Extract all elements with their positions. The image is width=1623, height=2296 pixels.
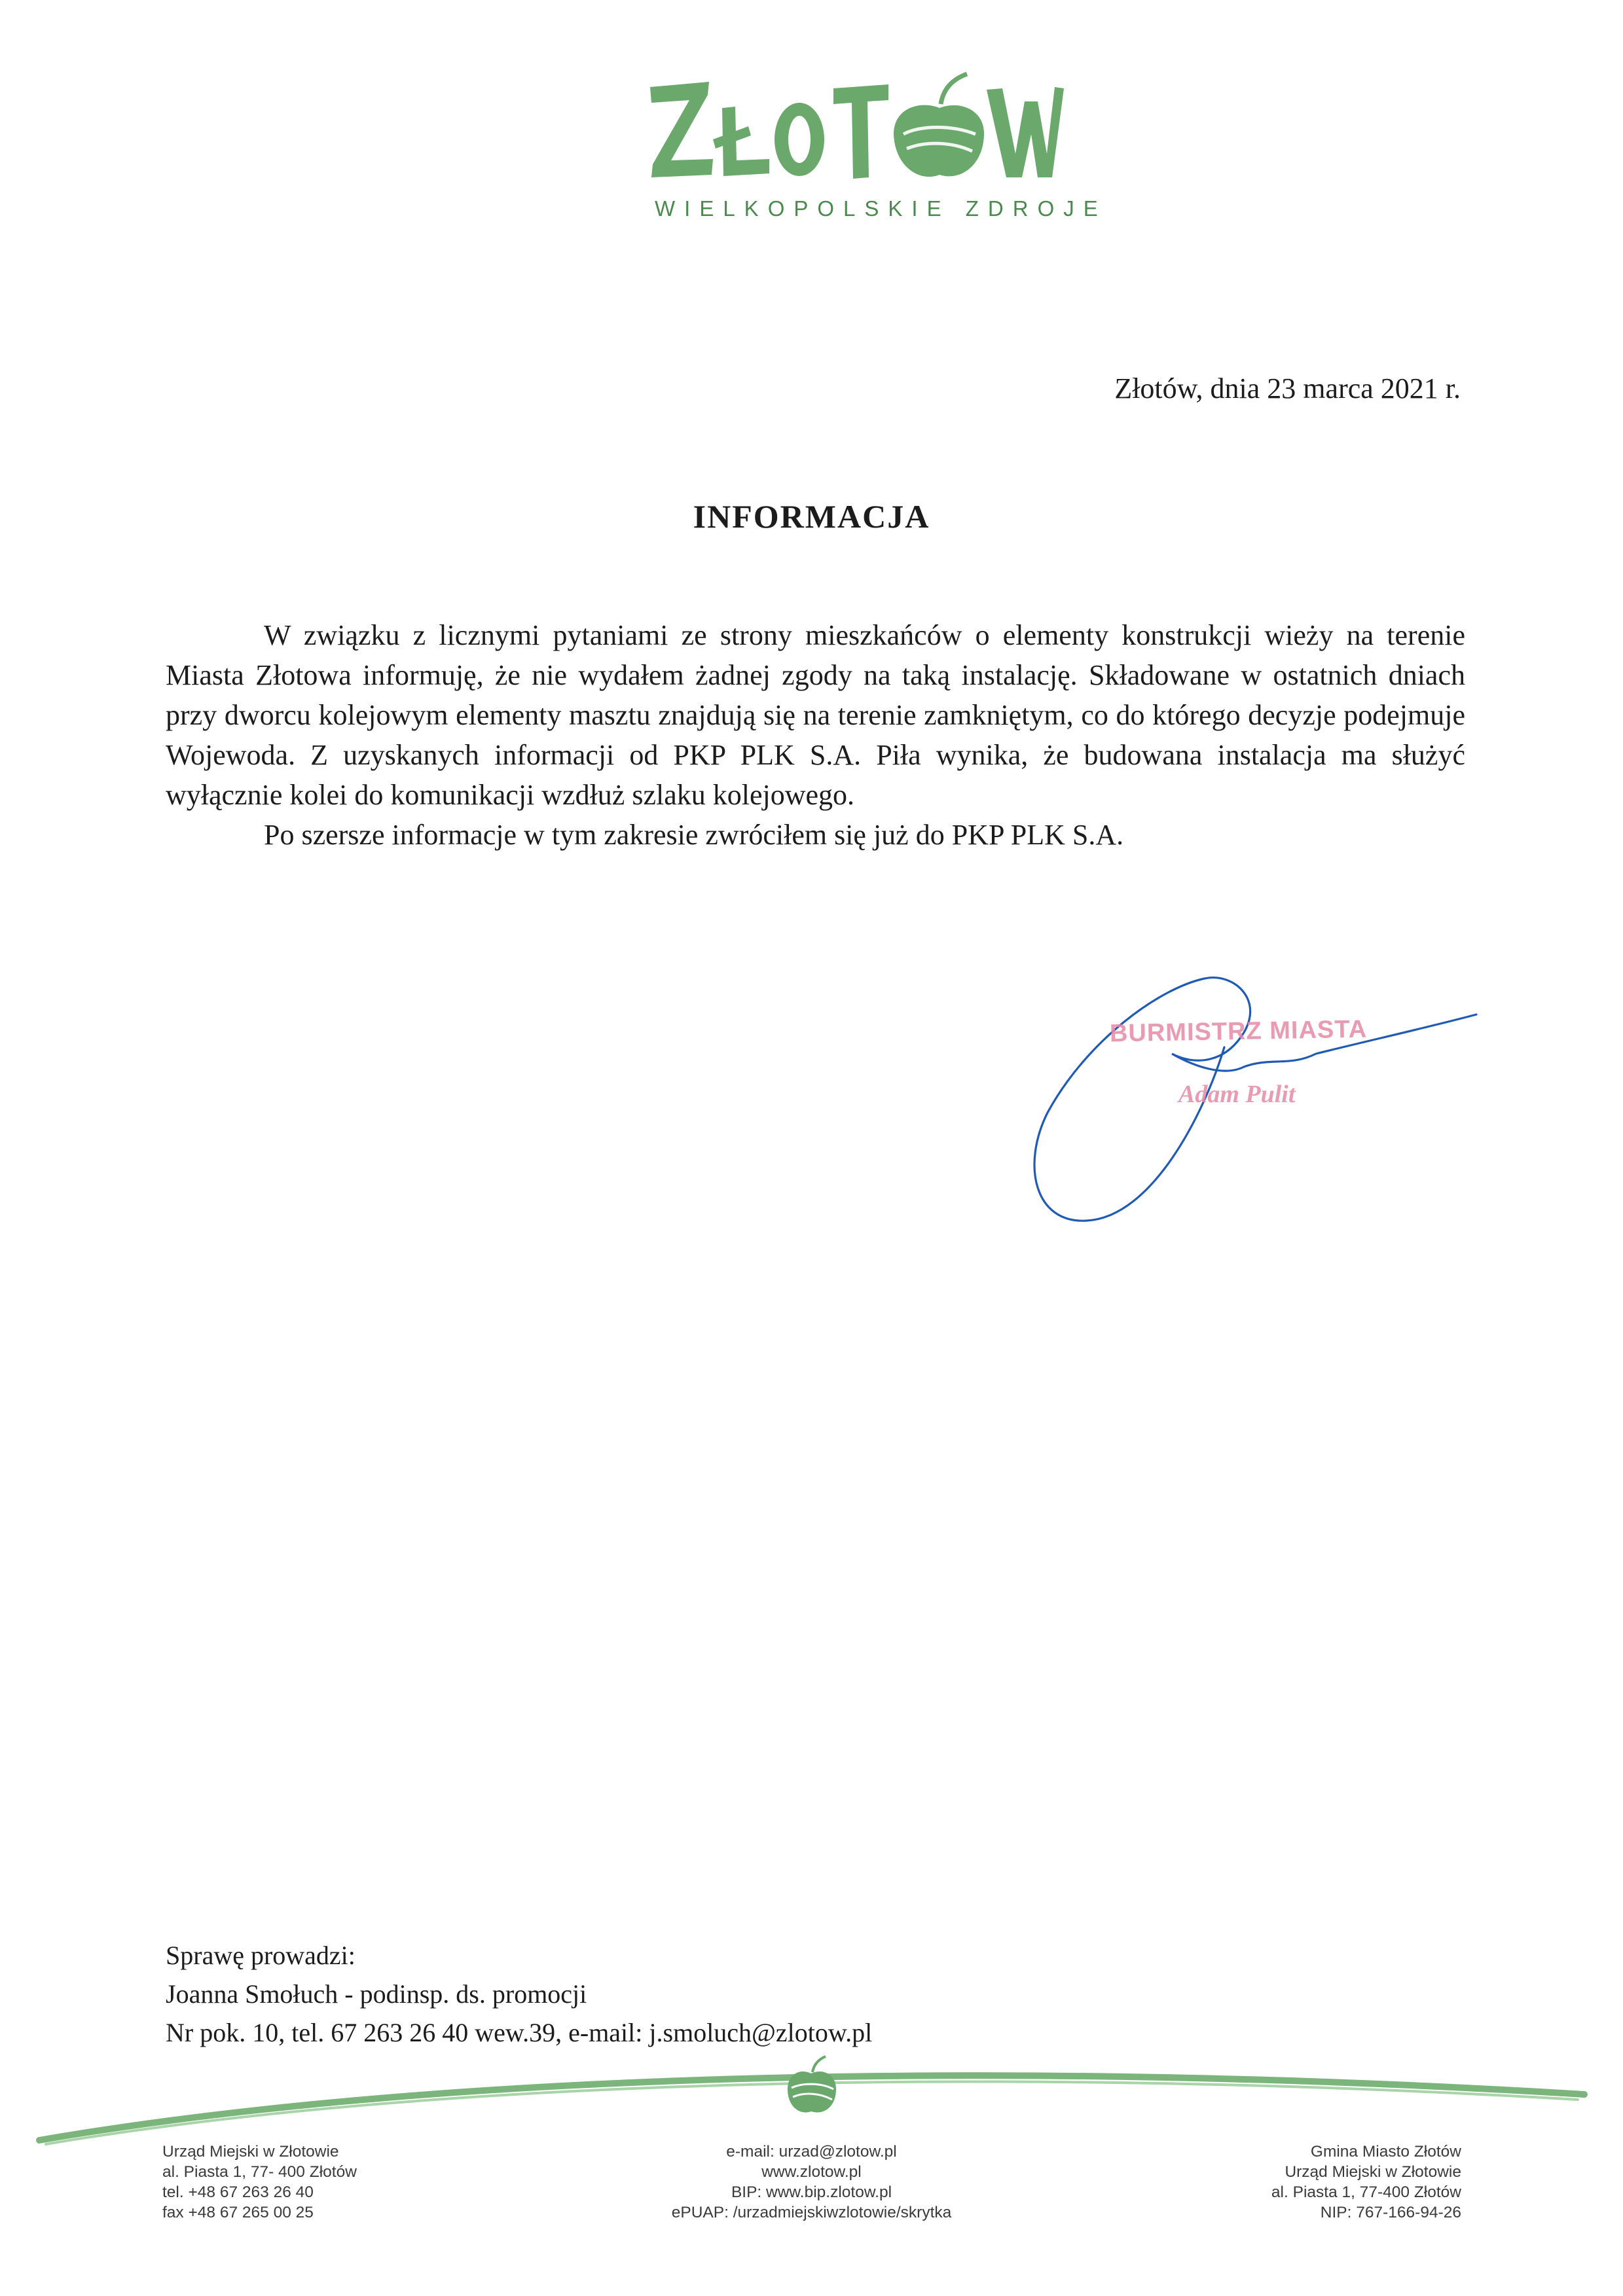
letter-body [166, 615, 1465, 855]
footer-line: Urząd Miejski w Złotowie [162, 2143, 339, 2161]
contact-person: Joanna Smołuch - podinsp. ds. promocji [166, 1979, 587, 2009]
footer-website[interactable]: www.zlotow.pl [761, 2163, 862, 2181]
footer-line: NIP: 767-166-94-26 [1320, 2204, 1461, 2221]
logo-tagline: WIELKOPOLSKIE ZDROJE [655, 196, 1107, 221]
body-paragraph: W związku z licznymi pytaniami ze strony mieszkańców o elementy konstrukcji wieży na terenie Miasta Złotowa informuję, że nie wydałem żadnej zgody na taką instalację. Składowane w ostatnich dniach przy dworcu kolejowym elementy masztu znajdują się na terenie zamkniętym, co do którego decyzje podejmuje Wojewoda. Z uzyskanych informacji od PKP PLK S.A. Piła wynika, że budowana instalacja ma służyć wyłącznie kolei do komunikacji wzdłuż szlaku kolejowego. [166, 619, 1465, 811]
footer-line: Urząd Miejski w Złotowie [1285, 2163, 1461, 2181]
letter-date: Złotów, dnia 23 marca 2021 r. [1114, 372, 1461, 404]
document-title: INFORMACJA [693, 498, 930, 535]
footer-epuap: ePUAP: /urzadmiejskiwzlotowie/skrytka [671, 2204, 952, 2221]
footer-line: tel. +48 67 263 26 40 [162, 2183, 314, 2201]
body-paragraph: Po szersze informacje w tym zakresie zwróciłem się już do PKP PLK S.A. [264, 819, 1124, 851]
official-stamp-title: BURMISTRZ MIASTA [1109, 1015, 1368, 1048]
footer-line: al. Piasta 1, 77-400 Złotów [1271, 2183, 1461, 2201]
contact-heading: Sprawę prowadzi: [166, 1941, 356, 1970]
footer-line: al. Piasta 1, 77- 400 Złotów [162, 2163, 357, 2181]
footer-line: Gmina Miasto Złotów [1310, 2143, 1461, 2161]
footer-address-right [1271, 2142, 1461, 2223]
zlotow-logo [645, 62, 1064, 200]
contact-details: Nr pok. 10, tel. 67 263 26 40 wew.39, e-mail: j.smoluch@zlotow.pl [166, 2018, 873, 2047]
apple-icon [782, 2055, 841, 2117]
footer-email[interactable]: e-mail: urzad@zlotow.pl [726, 2143, 897, 2161]
official-stamp-name: Adam Pulit [1178, 1081, 1296, 1108]
footer-line: fax +48 67 265 00 25 [162, 2204, 314, 2221]
footer-bip[interactable]: BIP: www.bip.zlotow.pl [731, 2183, 892, 2201]
